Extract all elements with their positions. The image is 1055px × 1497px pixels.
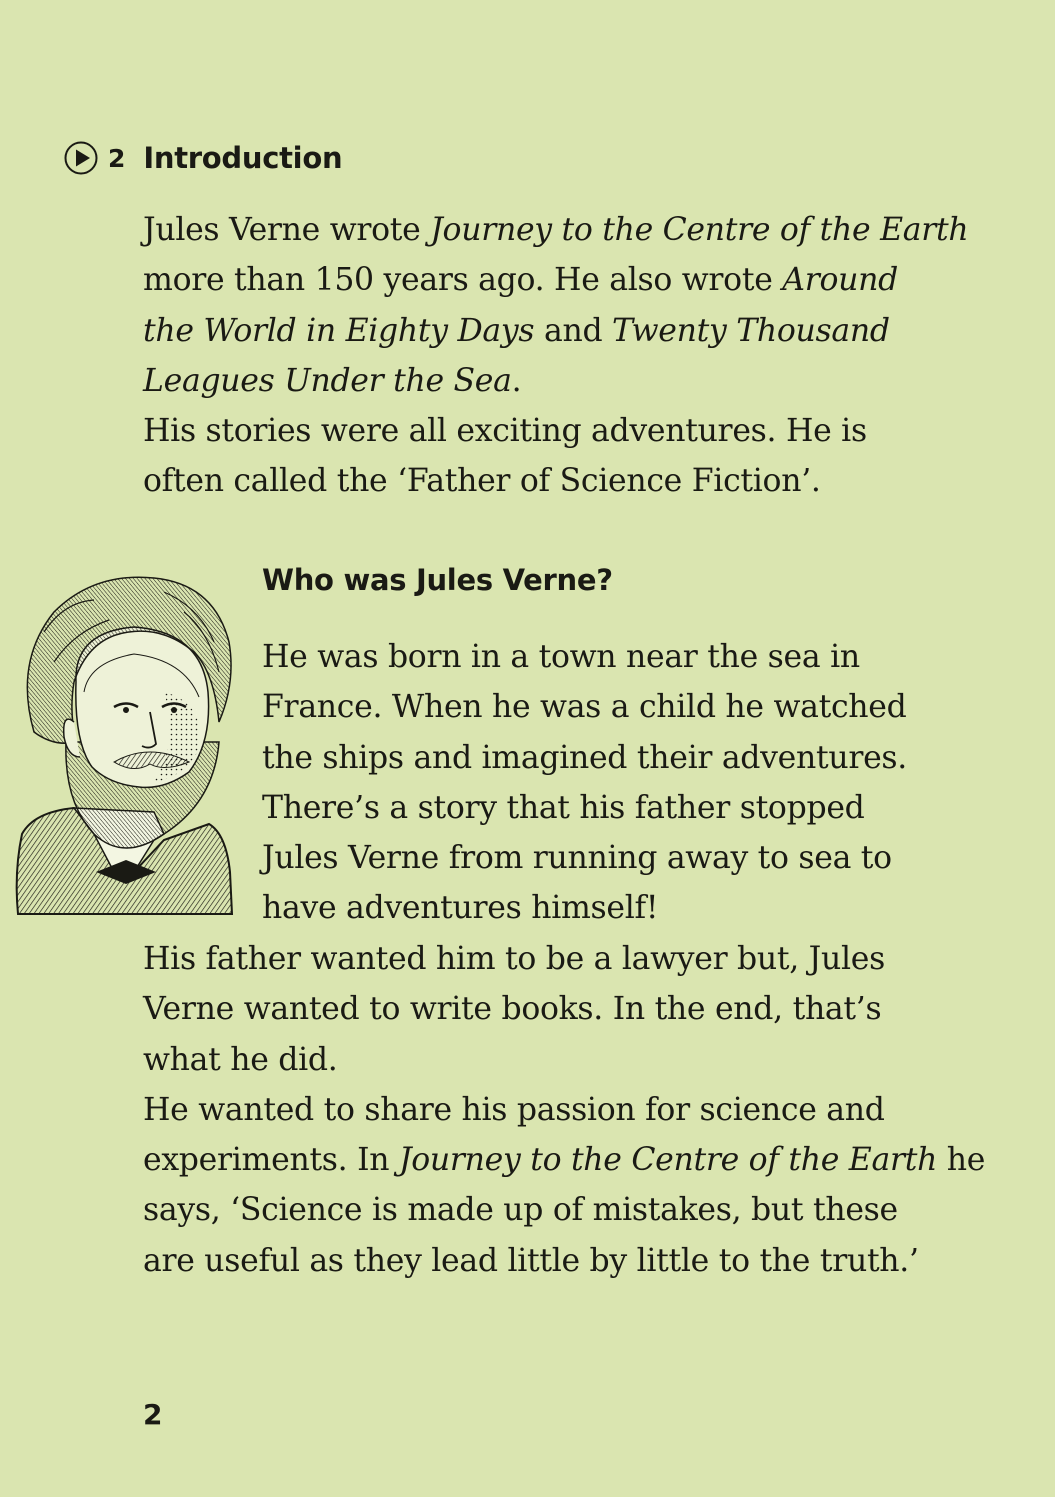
section-title: Introduction bbox=[143, 141, 343, 175]
page-number: 2 bbox=[143, 1398, 163, 1431]
text-line: the ships and imagined their adventures. bbox=[262, 739, 908, 776]
text-line: experiments. In Journey to the Centre of the Earth he bbox=[143, 1142, 986, 1179]
text-line: Verne wanted to write books. In the end, that’s bbox=[143, 991, 882, 1028]
text-line: more than 150 years ago. He also wrote Around bbox=[143, 262, 898, 299]
text-line: what he did. bbox=[143, 1041, 338, 1078]
intro-paragraph bbox=[143, 205, 968, 507]
text-line: He wanted to share his passion for science and bbox=[143, 1091, 885, 1128]
text-line: His father wanted him to be a lawyer but, Jules bbox=[143, 941, 885, 977]
section-heading bbox=[64, 138, 342, 178]
text-line: often called the ‘Father of Science Fiction’. bbox=[143, 463, 821, 500]
text-line: the World in Eighty Days and Twenty Thousand bbox=[143, 312, 890, 349]
text-line: are useful as they lead little by little to the truth.’ bbox=[143, 1242, 919, 1279]
text-line: Jules Verne wrote Journey to the Centre of the Earth bbox=[143, 212, 969, 248]
text-line: He was born in a town near the sea in bbox=[262, 639, 860, 675]
sub-heading: Who was Jules Verne? bbox=[262, 563, 613, 597]
text-line: says, ‘Science is made up of mistakes, but these bbox=[143, 1192, 898, 1229]
text-line: have adventures himself! bbox=[262, 890, 659, 927]
play-circle-icon[interactable] bbox=[64, 141, 98, 175]
book-title: Journey to the Centre of the Earth bbox=[398, 1142, 938, 1179]
bio-paragraph bbox=[262, 632, 907, 934]
text-line: There’s a story that his father stopped bbox=[262, 789, 865, 826]
jules-verne-portrait-engraving bbox=[14, 572, 234, 917]
book-title: the World in Eighty Days bbox=[143, 312, 535, 349]
text-line: Leagues Under the Sea. bbox=[143, 362, 522, 399]
continuation-paragraph bbox=[143, 934, 985, 1286]
book-title: Around bbox=[782, 262, 898, 299]
book-title: Twenty Thousand bbox=[612, 312, 890, 349]
text-line: Jules Verne from running away to sea to bbox=[262, 840, 892, 877]
text-line: His stories were all exciting adventures. He is bbox=[143, 413, 867, 450]
book-title: Leagues Under the Sea bbox=[143, 362, 512, 399]
track-number: 2 bbox=[108, 143, 126, 173]
text-line: France. When he was a child he watched bbox=[262, 689, 907, 726]
book-title: Journey to the Centre of the Earth bbox=[430, 212, 969, 248]
